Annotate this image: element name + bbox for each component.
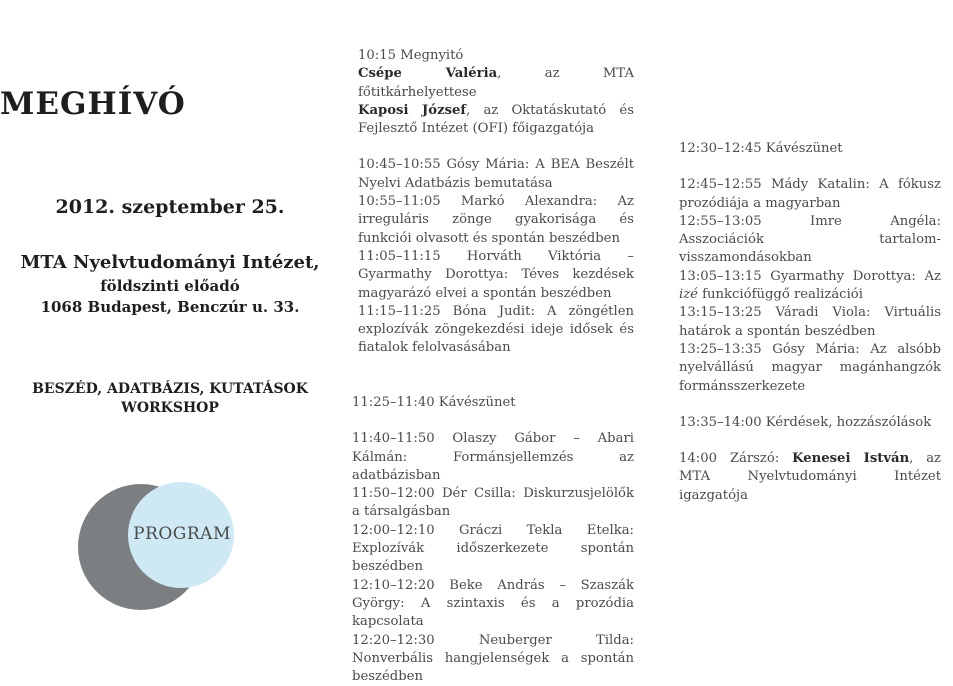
program-circles-graphic: [78, 482, 238, 612]
talk-entry: 13:25–13:35 Gósy Mária: Az alsóbb nyelvállású magyar magánhangzók formánsszerkezete: [679, 341, 941, 394]
speaker-role: , az Oktatáskutató és Fejlesztő Intézet (OFI) főigazgatója: [358, 102, 634, 137]
talk-entry: 11:15–11:25 Bóna Judit: A zöngétlen explozívák zöngekezdési ideje idősek és fiatalok felolvasásában: [358, 303, 634, 356]
closing-entry: [679, 450, 941, 505]
talk-entry: 11:50–12:00 Dér Csilla: Diskurzusjelölők a társalgásban: [352, 486, 634, 520]
talk-entry: 11:40–11:50 Olaszy Gábor – Abari Kálmán: Formánsjellemzés az adatbázisban: [352, 431, 634, 483]
talk-entry: 10:45–10:55 Gósy Mária: A BEA Beszélt Nyelvi Adatbázis bemutatása: [358, 157, 634, 191]
talk-entry: [679, 268, 941, 305]
talk-entry: 12:00–12:10 Gráczi Tekla Etelka: Explozívák időszerkezete spontán beszédben: [352, 522, 634, 575]
schedule-column-1-bottom: [352, 394, 634, 686]
workshop-title-line2: WORKSHOP: [121, 400, 219, 416]
venue-room: földszinti előadó: [100, 277, 240, 295]
coffee-break-entry: 12:30–12:45 Kávészünet: [679, 141, 843, 156]
invitation-title: MEGHÍVÓ: [0, 86, 186, 122]
talk-entry: 11:05–11:15 Horváth Viktória – Gyarmathy Dorottya: Téves kezdések magyarázó elvei a spontán beszédben: [358, 248, 634, 301]
talk-entry: 10:55–11:05 Markó Alexandra: Az irreguláris zönge gyakorisága és funkciói olvasott és spontán beszédben: [358, 194, 634, 246]
talk-suffix: funkciófüggő realizációi: [697, 287, 863, 303]
opening-speaker-1: [358, 65, 634, 102]
schedule-column-1: [358, 47, 634, 358]
venue-address: 1068 Budapest, Benczúr u. 33.: [40, 298, 300, 316]
talk-entry: 12:20–12:30 Neuberger Tilda: Nonverbális hangjelenségek a spontán beszédben: [352, 632, 634, 685]
questions-entry: 13:35–14:00 Kérdések, hozzászólások: [679, 414, 932, 430]
program-label: PROGRAM: [133, 524, 231, 544]
speaker-role: , az MTA főtitkárhelyettese: [358, 66, 634, 100]
talk-entry: 12:10–12:20 Beke András – Szaszák György: A szintaxis és a prozódia kapcsolata: [352, 577, 634, 630]
italic-word: izé: [679, 287, 698, 303]
workshop-title: [0, 380, 340, 418]
event-date: 2012. szeptember 25.: [55, 196, 285, 218]
opening-speaker-2: [358, 102, 634, 139]
speaker-name: Kaposi József: [358, 102, 467, 118]
speaker-role: , az MTA Nyelvtudományi Intézet igazgatója: [679, 451, 941, 503]
schedule-column-2: [679, 140, 941, 505]
talk-prefix: 13:05–13:15 Gyarmathy Dorottya: Az: [679, 268, 941, 284]
coffee-break-entry: 11:25–11:40 Kávészünet: [352, 395, 516, 410]
talk-entry: 12:45–12:55 Mády Katalin: A fókusz prozódiája a magyarban: [679, 177, 941, 211]
workshop-title-line1: BESZÉD, ADATBÁZIS, KUTATÁSOK: [32, 381, 308, 397]
talk-entry: 12:55–13:05 Imre Angéla: Asszociációk tartalom-visszamondásokban: [679, 213, 941, 266]
opening-entry: 10:15 Megnyitó: [358, 48, 464, 63]
venue-institute: MTA Nyelvtudományi Intézet,: [20, 252, 320, 273]
speaker-name: Kenesei István: [792, 451, 910, 467]
speaker-name: Csépe Valéria: [358, 66, 498, 82]
closing-prefix: 14:00 Zárszó:: [679, 451, 793, 467]
talk-entry: 13:15–13:25 Váradi Viola: Virtuális határok a spontán beszédben: [679, 305, 941, 339]
